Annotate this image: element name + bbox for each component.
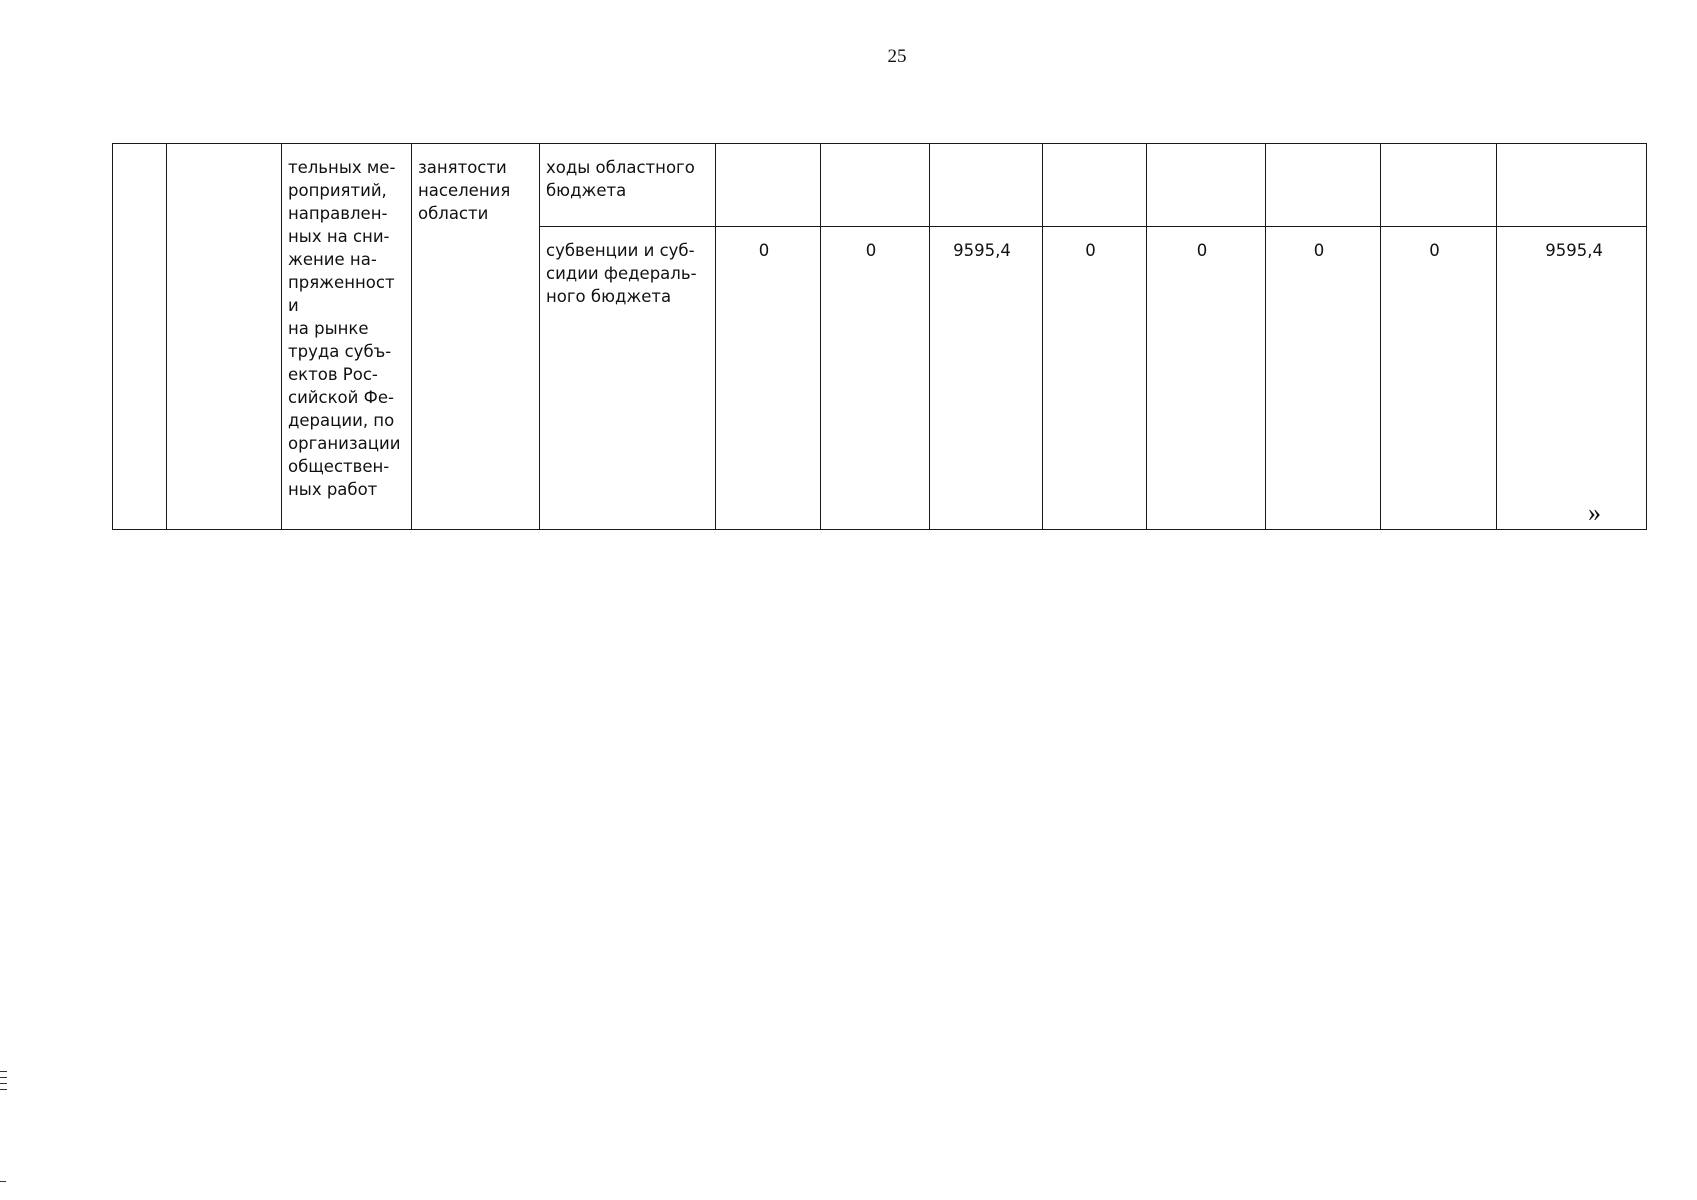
table-cell-value: 0	[821, 227, 930, 530]
table-cell	[1266, 144, 1381, 227]
table-cell-value-total: 9595,4	[1497, 227, 1647, 530]
margin-mark	[0, 1181, 6, 1182]
table-cell	[821, 144, 930, 227]
budget-table	[112, 143, 1647, 530]
table-cell-value: 0	[1043, 227, 1147, 530]
table-row	[113, 144, 1647, 227]
closing-quote: »	[1588, 498, 1601, 527]
page-number: 25	[887, 46, 907, 67]
table-cell-funding-source: субвенции и суб- сидии федераль- ного бюджета	[540, 227, 716, 530]
table-cell-index	[113, 144, 167, 530]
table-cell-code	[167, 144, 282, 530]
table-cell-value: 9595,4	[930, 227, 1043, 530]
table-cell-measure-name: тельных ме- роприятий, направлен- ных на сни- жение на- пряженности на рынке труда субъ- ектов Рос- сийской Фе- дерации, по организации обществен- ных работ	[282, 144, 412, 530]
table-cell-executor: занятости населения области	[412, 144, 540, 530]
table-cell	[1043, 144, 1147, 227]
table-cell	[1381, 144, 1497, 227]
margin-marks	[0, 1071, 8, 1095]
table-cell	[1497, 144, 1647, 227]
table-cell-value: 0	[1147, 227, 1266, 530]
table-cell-value: 0	[716, 227, 821, 530]
table-cell	[930, 144, 1043, 227]
table-cell	[1147, 144, 1266, 227]
table-cell	[716, 144, 821, 227]
table-cell-value: 0	[1381, 227, 1497, 530]
table-cell-value: 0	[1266, 227, 1381, 530]
table-cell-funding-source: ходы областного бюджета	[540, 144, 716, 227]
